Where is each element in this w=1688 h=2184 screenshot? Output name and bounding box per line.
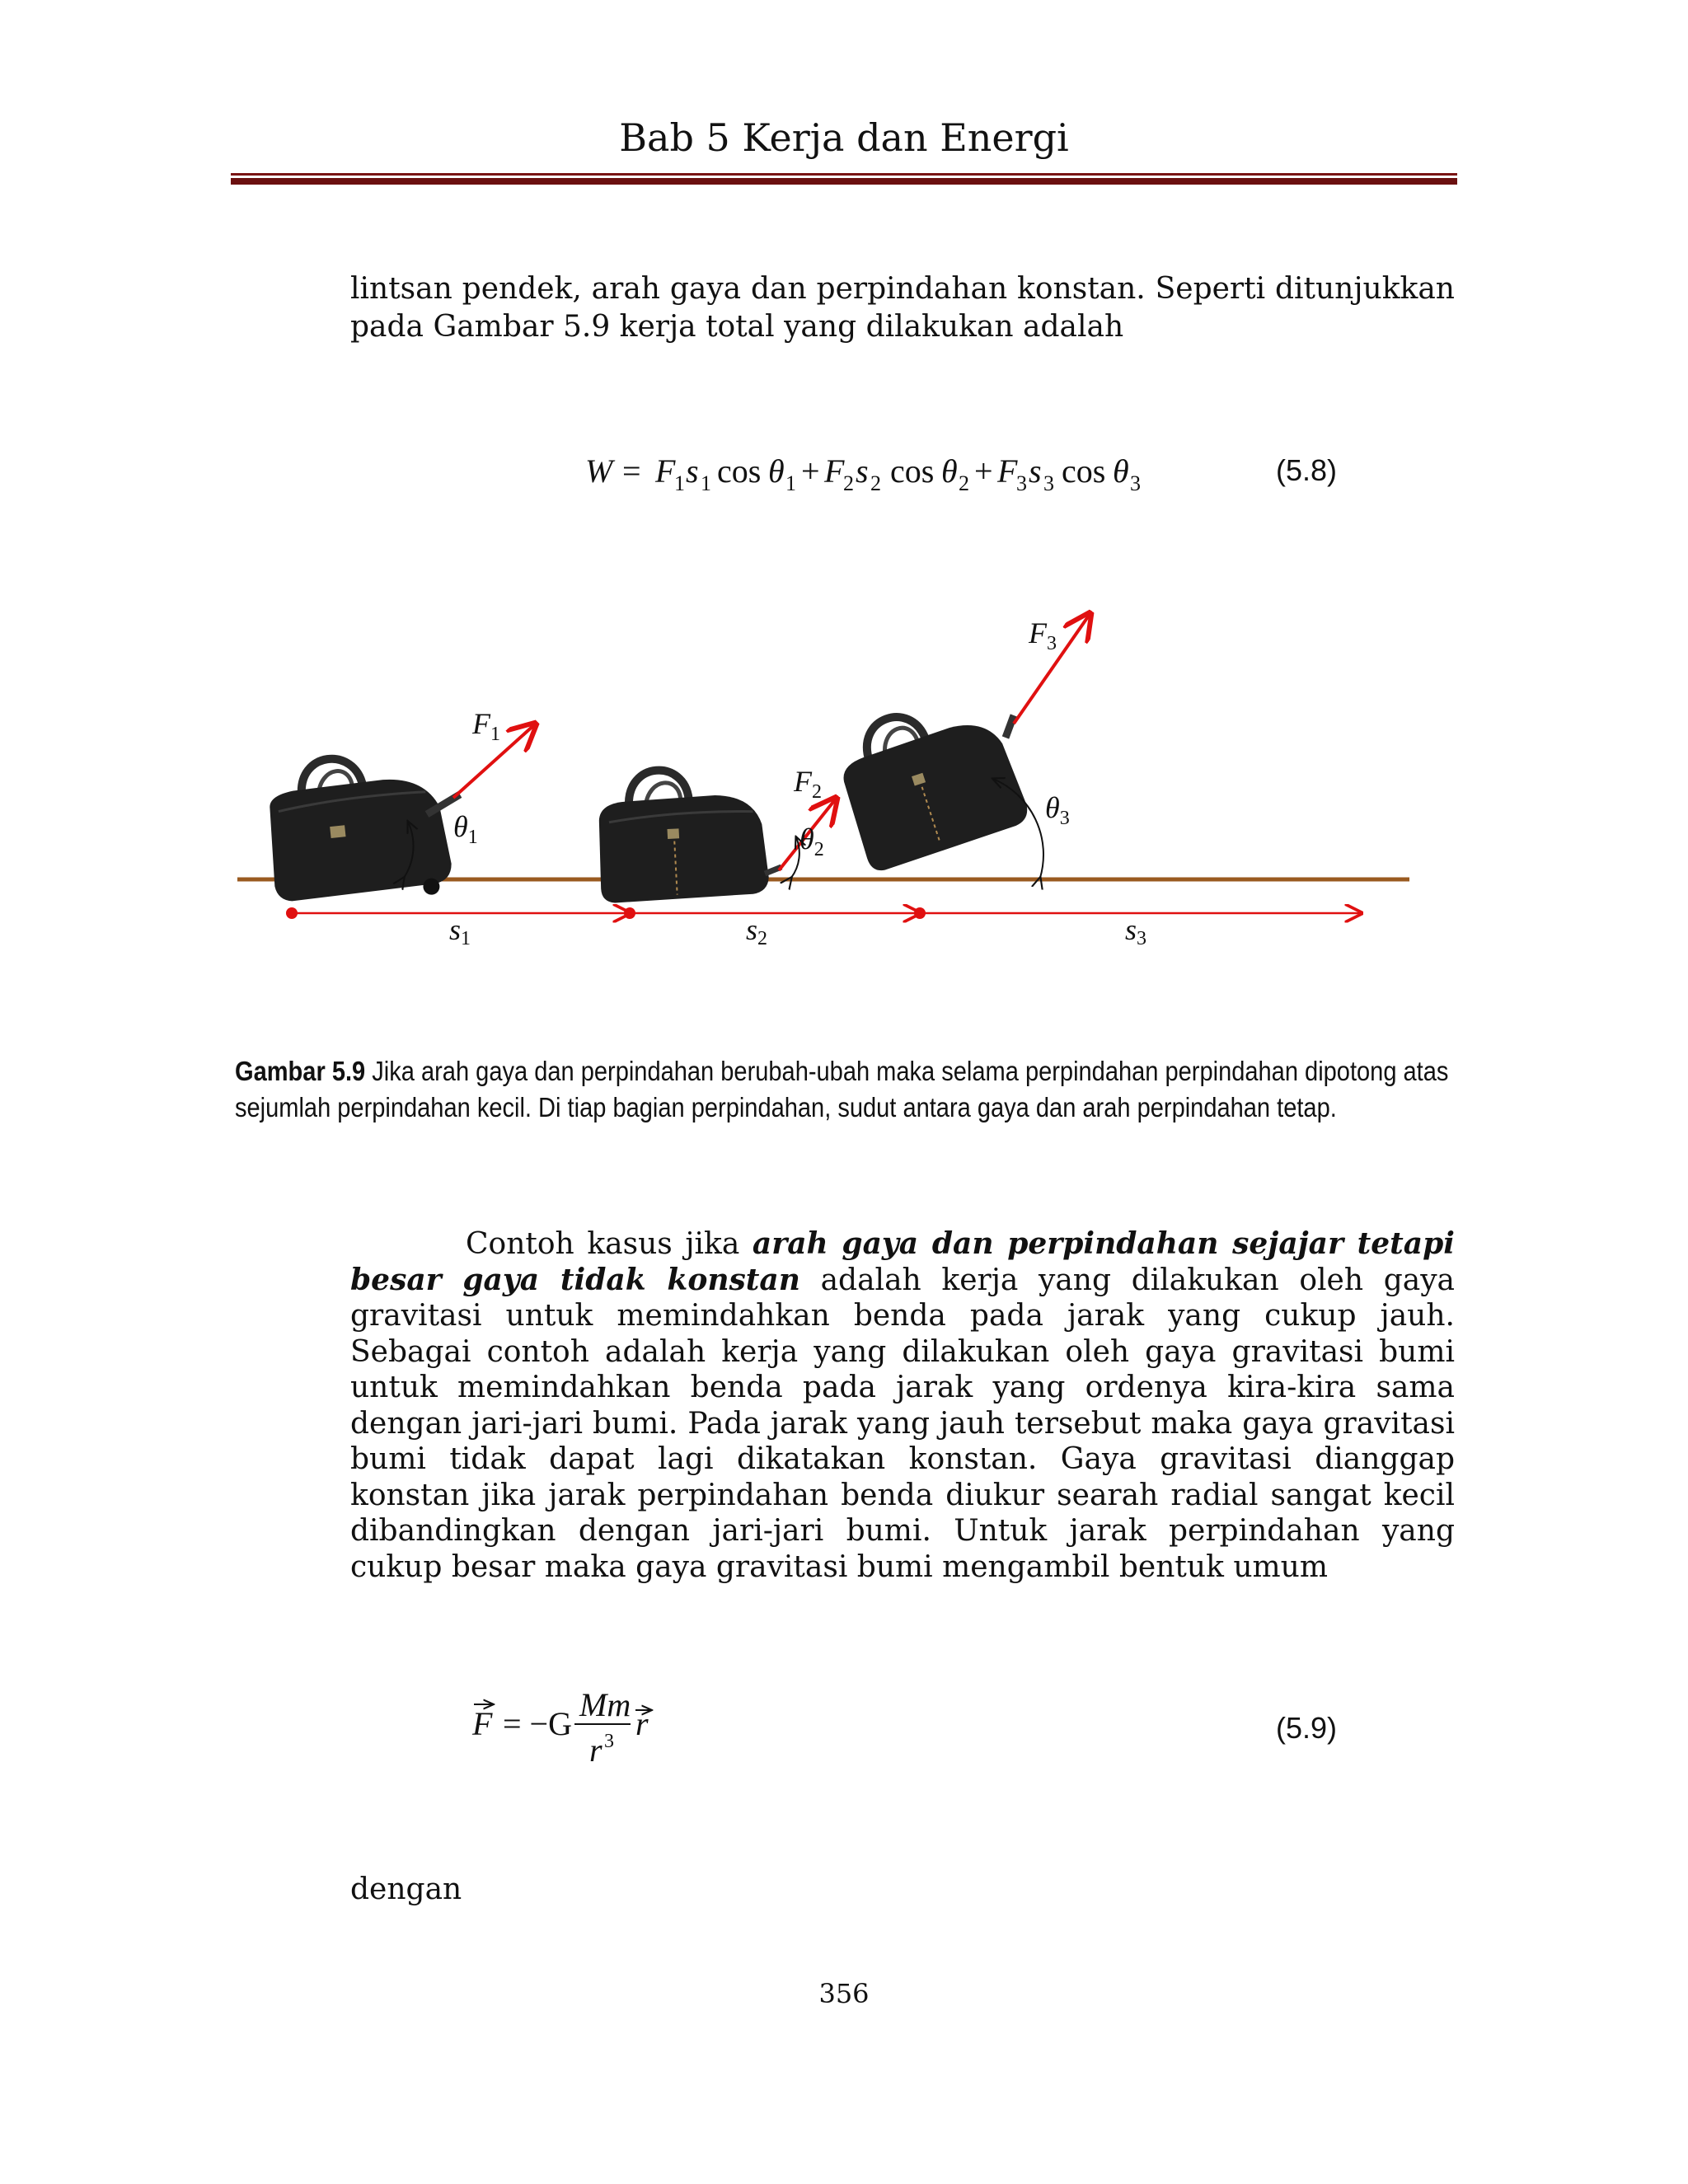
- label-s3: s3: [1125, 913, 1147, 949]
- para2-rest: adalah kerja yang dilakukan oleh gaya gravitasi untuk memindahkan benda pada jarak yang cukup jauh. Sebagai contoh adalah kerja yang dilakukan oleh gaya gravitasi bumi untuk memindahkan benda pada jarak yang ordenya kira-kira sama dengan jari-jari bumi. Pada jarak yang jauh tersebut maka gaya gravitasi bumi tidak dapat lagi dikatakan konstan. Gaya gravitasi dianggap konstan jika jarak perpindahan benda diukur searah radial sangat kecil dibandingkan dengan jari-jari bumi. Untuk jarak perpindahan yang cukup besar maka gaya gravitasi bumi mengambil bentuk umum: [350, 1263, 1456, 1584]
- eq59-F: F: [472, 1705, 493, 1742]
- svg-text:1: 1: [674, 471, 685, 495]
- svg-text:cos: cos: [1062, 452, 1106, 490]
- eq59-equals: = −G: [503, 1705, 573, 1742]
- eq59-numerator: Mm: [579, 1686, 631, 1723]
- equation-5-8: [577, 445, 1141, 503]
- point-start: [286, 907, 298, 919]
- para2-lead: Contoh kasus jika: [466, 1227, 753, 1261]
- paragraph-example: [350, 1226, 1455, 1585]
- svg-text:+: +: [801, 452, 820, 490]
- angle-arc-2: [791, 837, 799, 878]
- eq59-denominator: r: [589, 1732, 603, 1769]
- point-mid-1: [624, 907, 635, 919]
- svg-text:2: 2: [870, 471, 881, 495]
- caption-label: Gambar 5.9: [235, 1056, 366, 1086]
- label-F2: $F_2$: [794, 765, 822, 803]
- eq-equals: =: [622, 452, 641, 490]
- svg-text:F: F: [655, 452, 676, 490]
- label-theta3: $\theta_3$: [1045, 791, 1070, 829]
- label-theta1: $\theta_1$: [453, 810, 478, 848]
- bag-2: [595, 765, 770, 903]
- svg-text:3: 3: [1130, 471, 1141, 495]
- handle-3: [1006, 715, 1014, 738]
- svg-text:+: +: [974, 452, 993, 490]
- svg-text:θ: θ: [1113, 452, 1129, 490]
- svg-text:θ: θ: [941, 452, 958, 490]
- svg-text:cos: cos: [890, 452, 935, 490]
- label-F3: $F_3$: [1029, 616, 1057, 654]
- bag-1: [262, 748, 454, 912]
- svg-text:cos: cos: [717, 452, 762, 490]
- svg-text:3: 3: [1016, 471, 1027, 495]
- eq59-r: r: [635, 1705, 649, 1742]
- figure-caption: [235, 1053, 1463, 1126]
- force-arrow-3: [1014, 613, 1090, 724]
- svg-text:1: 1: [785, 471, 796, 495]
- paragraph-intro: lintsan pendek, arah gaya dan perpindahan konstan. Seperti ditunjukkan pada Gambar 5.9 kerja total yang dilakukan adalah: [350, 272, 1455, 344]
- point-mid-2: [914, 907, 926, 919]
- caption-text: Jika arah gaya dan perpindahan berubah-ubah maka selama perpindahan perpindahan dipotong atas sejumlah perpindahan kecil. Di tiap bagian perpindahan, sudut antara gaya dan arah perpindahan tetap.: [235, 1056, 1449, 1122]
- label-s2: s2: [746, 913, 768, 949]
- svg-text:3: 3: [1043, 471, 1054, 495]
- chapter-title: Bab 5 Kerja dan Energi: [619, 115, 1069, 160]
- text-dengan: dengan: [350, 1872, 462, 1906]
- svg-text:F: F: [997, 452, 1018, 490]
- bag-3: [828, 686, 1033, 874]
- eq-W: W: [585, 452, 613, 490]
- svg-text:2: 2: [959, 471, 969, 495]
- svg-text:s: s: [1029, 452, 1042, 490]
- label-F1: $F_1$: [472, 707, 500, 745]
- svg-text:2: 2: [843, 471, 854, 495]
- equation-number-5-8: (5.8): [1276, 453, 1338, 487]
- label-theta2: $\theta_2$: [799, 823, 824, 860]
- svg-text:θ: θ: [768, 452, 785, 490]
- svg-text:1: 1: [701, 471, 711, 495]
- figure-5-9: [231, 593, 1434, 981]
- svg-text:s: s: [856, 452, 869, 490]
- equation-number-5-9: (5.9): [1276, 1711, 1338, 1745]
- para2-emphasis: arah gaya dan perpindahan sejajar tetapi besar gaya tidak konstan: [350, 1226, 1455, 1297]
- svg-text:F: F: [824, 452, 845, 490]
- header-rule-thin: [231, 173, 1457, 176]
- page-number: 356: [818, 1978, 870, 2009]
- eq59-exponent: 3: [604, 1731, 614, 1752]
- svg-text:s: s: [686, 452, 699, 490]
- label-s1: s1: [449, 913, 471, 949]
- header-rule-thick: [231, 178, 1457, 185]
- equation-5-9: [466, 1681, 680, 1772]
